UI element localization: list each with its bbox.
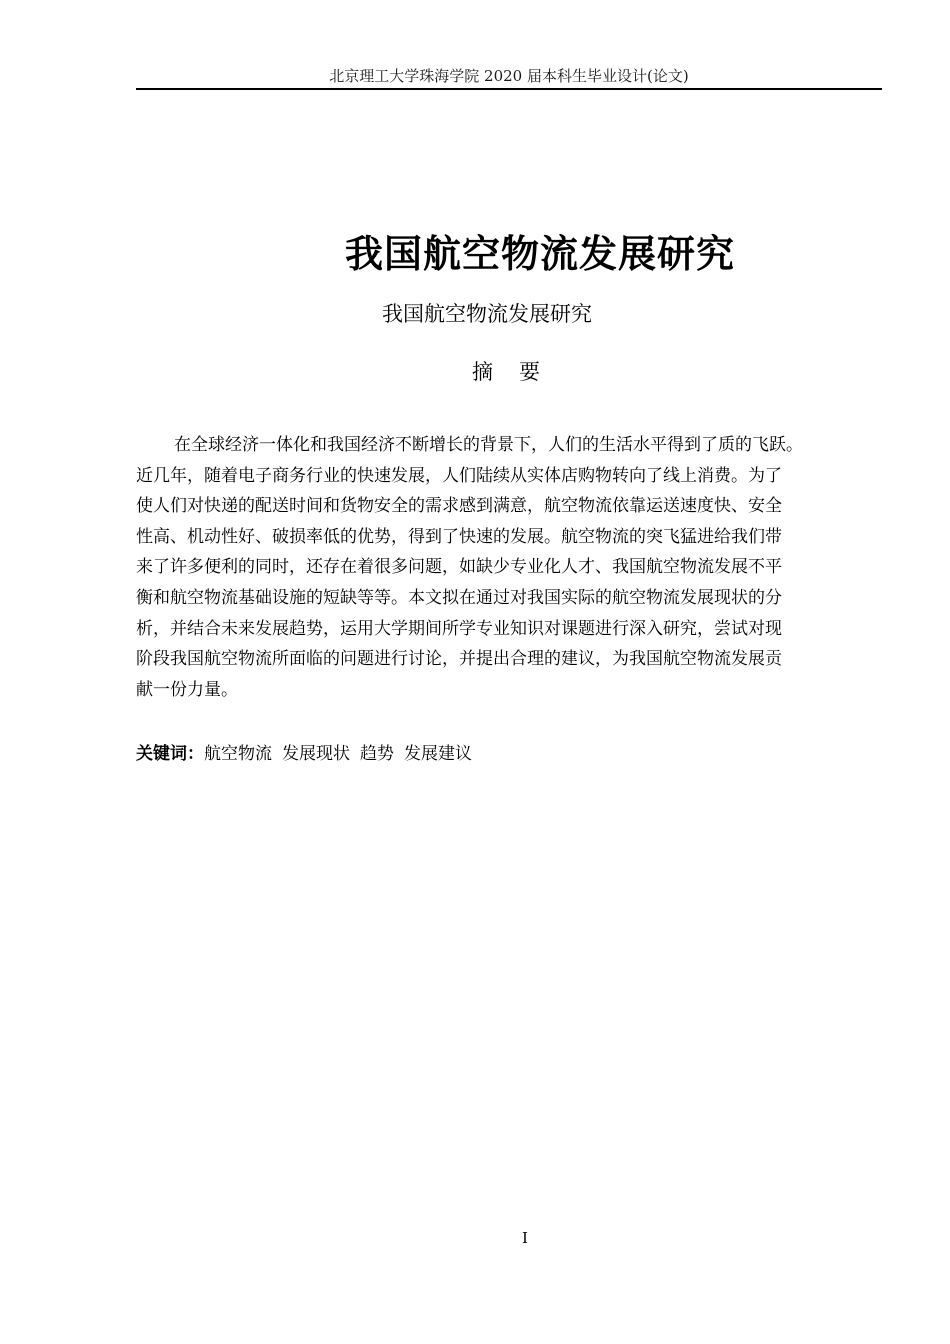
abstract-line: 献一份力量。 xyxy=(136,679,238,700)
abstract-line: 使人们对快递的配送时间和货物安全的需求感到满意，航空物流依靠运送速度快、安全 xyxy=(136,496,782,517)
abstract-line: 析，并结合未来发展趋势，运用大学期间所学专业知识对课题进行深入研究，尝试对现 xyxy=(136,618,782,639)
abstract-line: 衡和航空物流基础设施的短缺等等。本文拟在通过对我国实际的航空物流发展现状的分 xyxy=(136,587,782,608)
abstract-line: 性高、机动性好、破损率低的优势，得到了快速的发展。航空物流的突飞猛进给我们带 xyxy=(136,526,782,547)
abstract-body xyxy=(136,430,882,705)
keyword-item: 航空物流 xyxy=(204,744,272,764)
main-title: 我国航空物流发展研究 xyxy=(345,232,736,276)
keyword-item: 发展现状 xyxy=(282,744,350,764)
header-rule xyxy=(136,88,882,90)
abstract-line: 阶段我国航空物流所面临的问题进行讨论，并提出合理的建议，为我国航空物流发展贡 xyxy=(136,649,782,670)
keywords-label: 关键词： xyxy=(136,744,204,764)
page-number: I xyxy=(522,1229,528,1247)
abstract-line: 近几年，随着电子商务行业的快速发展，人们陆续从实体店购物转向了线上消费。为了 xyxy=(136,465,782,486)
keyword-item: 趋势 xyxy=(360,744,394,764)
keywords xyxy=(136,739,482,769)
abstract-heading: 摘要 xyxy=(472,360,566,384)
abstract-line: 来了许多便利的同时，还存在着很多问题，如缺少专业化人才、我国航空物流发展不平 xyxy=(136,557,782,578)
sub-title: 我国航空物流发展研究 xyxy=(382,302,592,326)
abstract-line: 在全球经济一体化和我国经济不断增长的背景下，人们的生活水平得到了质的飞跃。 xyxy=(174,435,803,455)
running-header: 北京理工大学珠海学院 2020 届本科生毕业设计(论文) xyxy=(329,67,689,85)
keyword-item: 发展建议 xyxy=(404,744,472,764)
